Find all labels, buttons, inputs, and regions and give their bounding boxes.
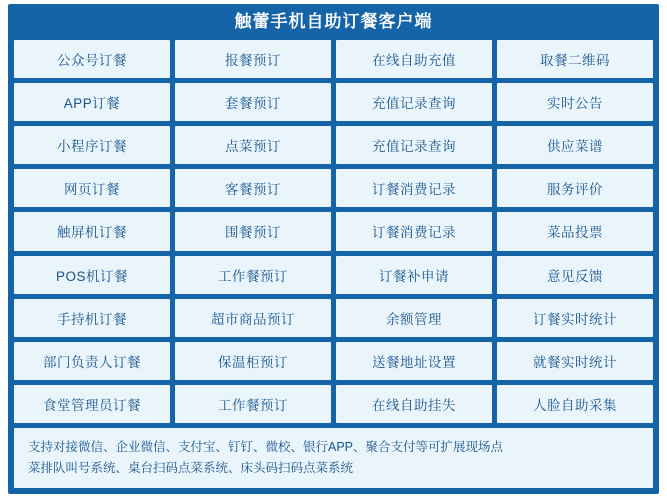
feature-cell[interactable]: POS机订餐 [14,256,170,294]
feature-cell[interactable]: 订餐消费记录 [336,169,492,207]
feature-cell[interactable]: 工作餐预订 [175,385,331,423]
feature-cell[interactable]: 订餐消费记录 [336,212,492,250]
feature-cell[interactable]: 手持机订餐 [14,299,170,337]
feature-grid [8,40,659,428]
grid-row [14,299,653,342]
feature-cell[interactable]: 供应菜谱 [497,126,653,164]
feature-cell[interactable]: 触屏机订餐 [14,212,170,250]
grid-row [14,212,653,255]
feature-cell[interactable]: 订餐补申请 [336,256,492,294]
grid-row [14,40,653,83]
grid-row [14,256,653,299]
footer-note [14,428,653,488]
feature-cell[interactable]: 取餐二维码 [497,40,653,78]
feature-cell[interactable]: 在线自助挂失 [336,385,492,423]
feature-cell[interactable]: 网页订餐 [14,169,170,207]
footer-line-1: 支持对接微信、企业微信、支付宝、钉钉、微校、银行APP、聚合支付等可扩展现场点 [28,440,504,454]
page-title: 触蕾手机自助订餐客户端 [234,12,433,31]
feature-cell[interactable]: 订餐实时统计 [497,299,653,337]
grid-row [14,169,653,212]
feature-cell[interactable]: 工作餐预订 [175,256,331,294]
feature-cell[interactable]: 就餐实时统计 [497,342,653,380]
feature-cell[interactable]: 送餐地址设置 [336,342,492,380]
feature-cell[interactable]: 点菜预订 [175,126,331,164]
grid-row [14,342,653,385]
feature-cell[interactable]: 公众号订餐 [14,40,170,78]
feature-cell[interactable]: 在线自助充值 [336,40,492,78]
feature-cell[interactable]: 余额管理 [336,299,492,337]
feature-cell[interactable]: 超市商品预订 [175,299,331,337]
feature-cell[interactable]: 保温柜预订 [175,342,331,380]
grid-row [14,385,653,428]
grid-row [14,83,653,126]
feature-cell[interactable]: 客餐预订 [175,169,331,207]
feature-cell[interactable]: APP订餐 [14,83,170,121]
feature-cell[interactable]: 意见反馈 [497,256,653,294]
feature-cell[interactable]: 部门负责人订餐 [14,342,170,380]
feature-cell[interactable]: 充值记录查询 [336,126,492,164]
grid-row [14,126,653,169]
feature-cell[interactable]: 服务评价 [497,169,653,207]
feature-cell[interactable]: 实时公告 [497,83,653,121]
feature-cell[interactable]: 套餐预订 [175,83,331,121]
feature-cell[interactable]: 食堂管理员订餐 [14,385,170,423]
feature-cell[interactable]: 菜品投票 [497,212,653,250]
feature-cell[interactable]: 小程序订餐 [14,126,170,164]
footer-line-2: 菜排队叫号系统、桌台扫码点菜系统、床头码扫码点菜系统 [28,461,354,475]
feature-cell[interactable]: 人脸自助采集 [497,385,653,423]
feature-cell[interactable]: 围餐预订 [175,212,331,250]
feature-cell[interactable]: 报餐预订 [175,40,331,78]
diagram-board [8,4,659,494]
feature-cell[interactable]: 充值记录查询 [336,83,492,121]
